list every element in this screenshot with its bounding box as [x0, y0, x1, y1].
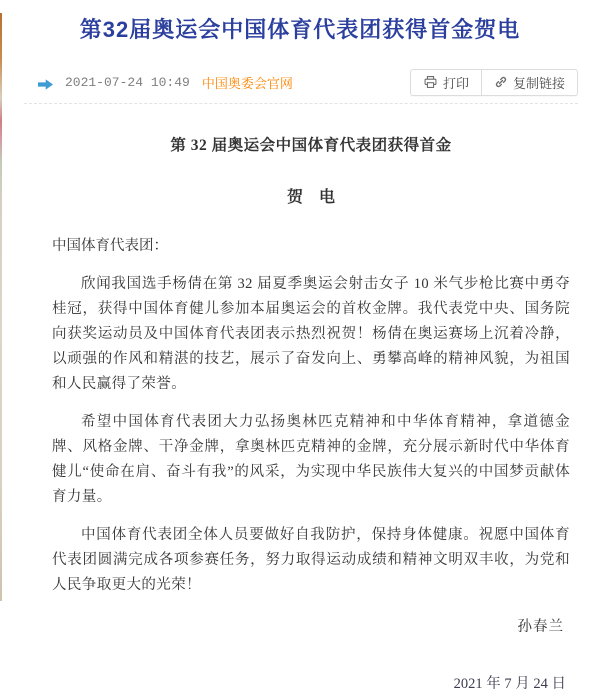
print-button-label: 打印 [442, 75, 469, 91]
link-icon [494, 75, 508, 89]
article-subheading: 贺 电 [286, 189, 335, 206]
article-heading: 第 32 届奥运会中国体育代表团获得首金 [170, 137, 452, 154]
arrow-right-icon [38, 77, 53, 88]
article-body [0, 133, 600, 697]
copy-link-button[interactable] [482, 70, 577, 95]
paragraph-1: 欣闻我国选手杨倩在第 32 届夏季奥运会射击女子 10 米气步枪比赛中勇夺桂冠，获得中国体育健儿参加本届奥运会的首枚金牌。我代表党中央、国务院向获奖运动员及中国体育代表团表示热烈祝贺！杨倩在奥运赛场上沉着冷静，以顽强的作风和精湛的技艺，展示了奋发向上、勇攀高峰的精神风貌，为祖国和人民赢得了荣誉。 [52, 276, 570, 392]
print-button[interactable] [411, 70, 481, 95]
source-link[interactable]: 中国奥委会官网 [201, 75, 293, 91]
publish-datetime: 2021-07-24 10:49 [65, 74, 190, 90]
printer-icon [423, 75, 438, 89]
copy-link-button-label: 复制链接 [512, 75, 565, 91]
article-toolbar [410, 69, 578, 96]
meta-bar [38, 68, 578, 96]
meta-divider [24, 103, 578, 104]
page-left-edge-strip [0, 13, 2, 601]
page-title: 第32届奥运会中国体育代表团获得首金贺电 [79, 17, 521, 42]
paragraph-3: 中国体育代表团全体人员要做好自我防护，保持身体健康。祝愿中国体育代表团圆满完成各项参赛任务，努力取得运动成绩和精神文明双丰收，为党和人民争取更大的光荣！ [52, 527, 570, 593]
sign-date: 2021 年 7 月 24 日 [453, 676, 566, 692]
salutation: 中国体育代表团： [52, 238, 168, 254]
signature: 孙春兰 [517, 619, 564, 635]
paragraph-2: 希望中国体育代表团大力弘扬奥林匹克精神和中华体育精神，拿道德金牌、风格金牌、干净金牌，拿奥林匹克精神的金牌，充分展示新时代中华体育健儿“使命在肩、奋斗有我”的风采，为实现中华民族伟大复兴的中国梦贡献体育力量。 [52, 414, 570, 505]
